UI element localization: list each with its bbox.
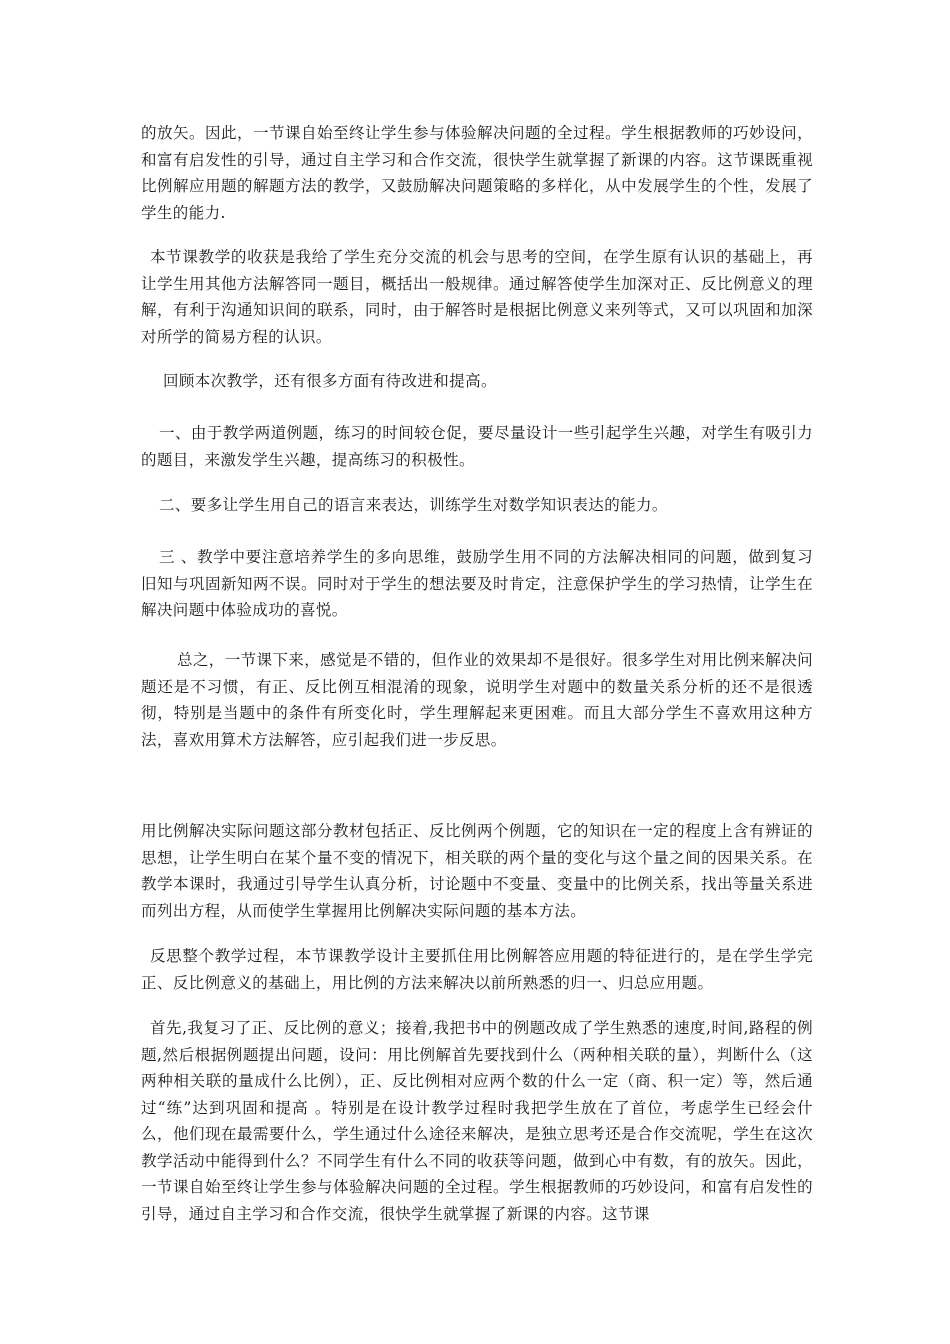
paragraph-review-intro: 回顾本次教学，还有很多方面有待改进和提高。 [163, 372, 497, 390]
paragraph-improvement-three: 三 、教学中要注意培养学生的多向思维，鼓励学生用不同的方法解决相同的问题，做到复习旧知与巩固新知两不误。同时对于学生的想法要及时肯定，注意保护学生的学习热情，让学生在解决问题中体验成功的喜悦。 [141, 548, 813, 619]
paragraph-first-review: 首先,我复习了正、反比例的意义；接着,我把书中的例题改成了学生熟悉的速度,时间,路程的例题,然后根据例题提出问题，设问：用比例解首先要找到什么（两种相关联的量），判断什么（这两种相关联的量成什么比例），正、反比例相对应两个数的什么一定（商、积一定）等，然后通过“练”达到巩固和提高 。特别是在设计教学过程时我把学生放在了首位，考虑学生已经会什么，他们现在最需要什么，学生通过什么途径来解决，是独立思考还是合作交流呢，学生在这次教学活动中能得到什么？不同学生有什么不同的收获等问题，做到心中有数，有的放矢。因此，一节课自始至终让学生参与体验解决问题的全过程。学生根据教师的巧妙设问，和富有启发性的引导，通过自主学习和合作交流，很快学生就掌握了新课的内容。这节课 [141, 1019, 813, 1223]
paragraph-lesson-gains: 本节课教学的收获是我给了学生充分交流的机会与思考的空间，在学生原有认识的基础上，再让学生用其他方法解答同一题目，概括出一般规律。通过解答使学生加深对正、反比例意义的理解，有利于沟通知识间的联系，同时，由于解答时是根据比例意义来列等式，又可以巩固和加深对所学的简易方程的认识。 [141, 248, 813, 346]
paragraph-reflection: 反思整个教学过程，本节课教学设计主要抓住用比例解答应用题的特征进行的，是在学生学完正、反比例意义的基础上，用比例的方法来解决以前所熟悉的归一、归总应用题。 [141, 947, 813, 992]
paragraph-continuation: 的放矢。因此，一节课自始至终让学生参与体验解决问题的全过程。学生根据教师的巧妙设问，和富有启发性的引导，通过自主学习和合作交流，很快学生就掌握了新课的内容。这节课既重视比例解应用题的解题方法的教学，又鼓励解决问题策略的多样化，从中发展学生的个性，发展了学生的能力. [141, 124, 813, 222]
paragraph-section-intro: 用比例解决实际问题这部分教材包括正、反比例两个例题，它的知识在一定的程度上含有辨证的思想，让学生明白在某个量不变的情况下，相关联的两个量的变化与这个量之间的因果关系。在教学本课时，我通过引导学生认真分析，讨论题中不变量、变量中的比例关系，找出等量关系进而列出方程，从而使学生掌握用比例解决实际问题的基本方法。 [141, 822, 813, 920]
paragraph-improvement-one: 一、由于教学两道例题，练习的时间较仓促，要尽量设计一些引起学生兴趣，对学生有吸引力的题目，来激发学生兴趣，提高练习的积极性。 [141, 424, 813, 469]
paragraph-improvement-two: 二、要多让学生用自己的语言来表达，训练学生对数学知识表达的能力。 [159, 496, 668, 514]
paragraph-summary: 总之，一节课下来，感觉是不错的，但作业的效果却不是很好。很多学生对用比例来解决问题还是不习惯，有正、反比例互相混淆的现象，说明学生对题中的数量关系分析的还不是很透彻，特别是当题中的条件有所变化时，学生理解起来更困难。而且大部分学生不喜欢用这种方法，喜欢用算术方法解答，应引起我们进一步反思。 [141, 651, 814, 749]
